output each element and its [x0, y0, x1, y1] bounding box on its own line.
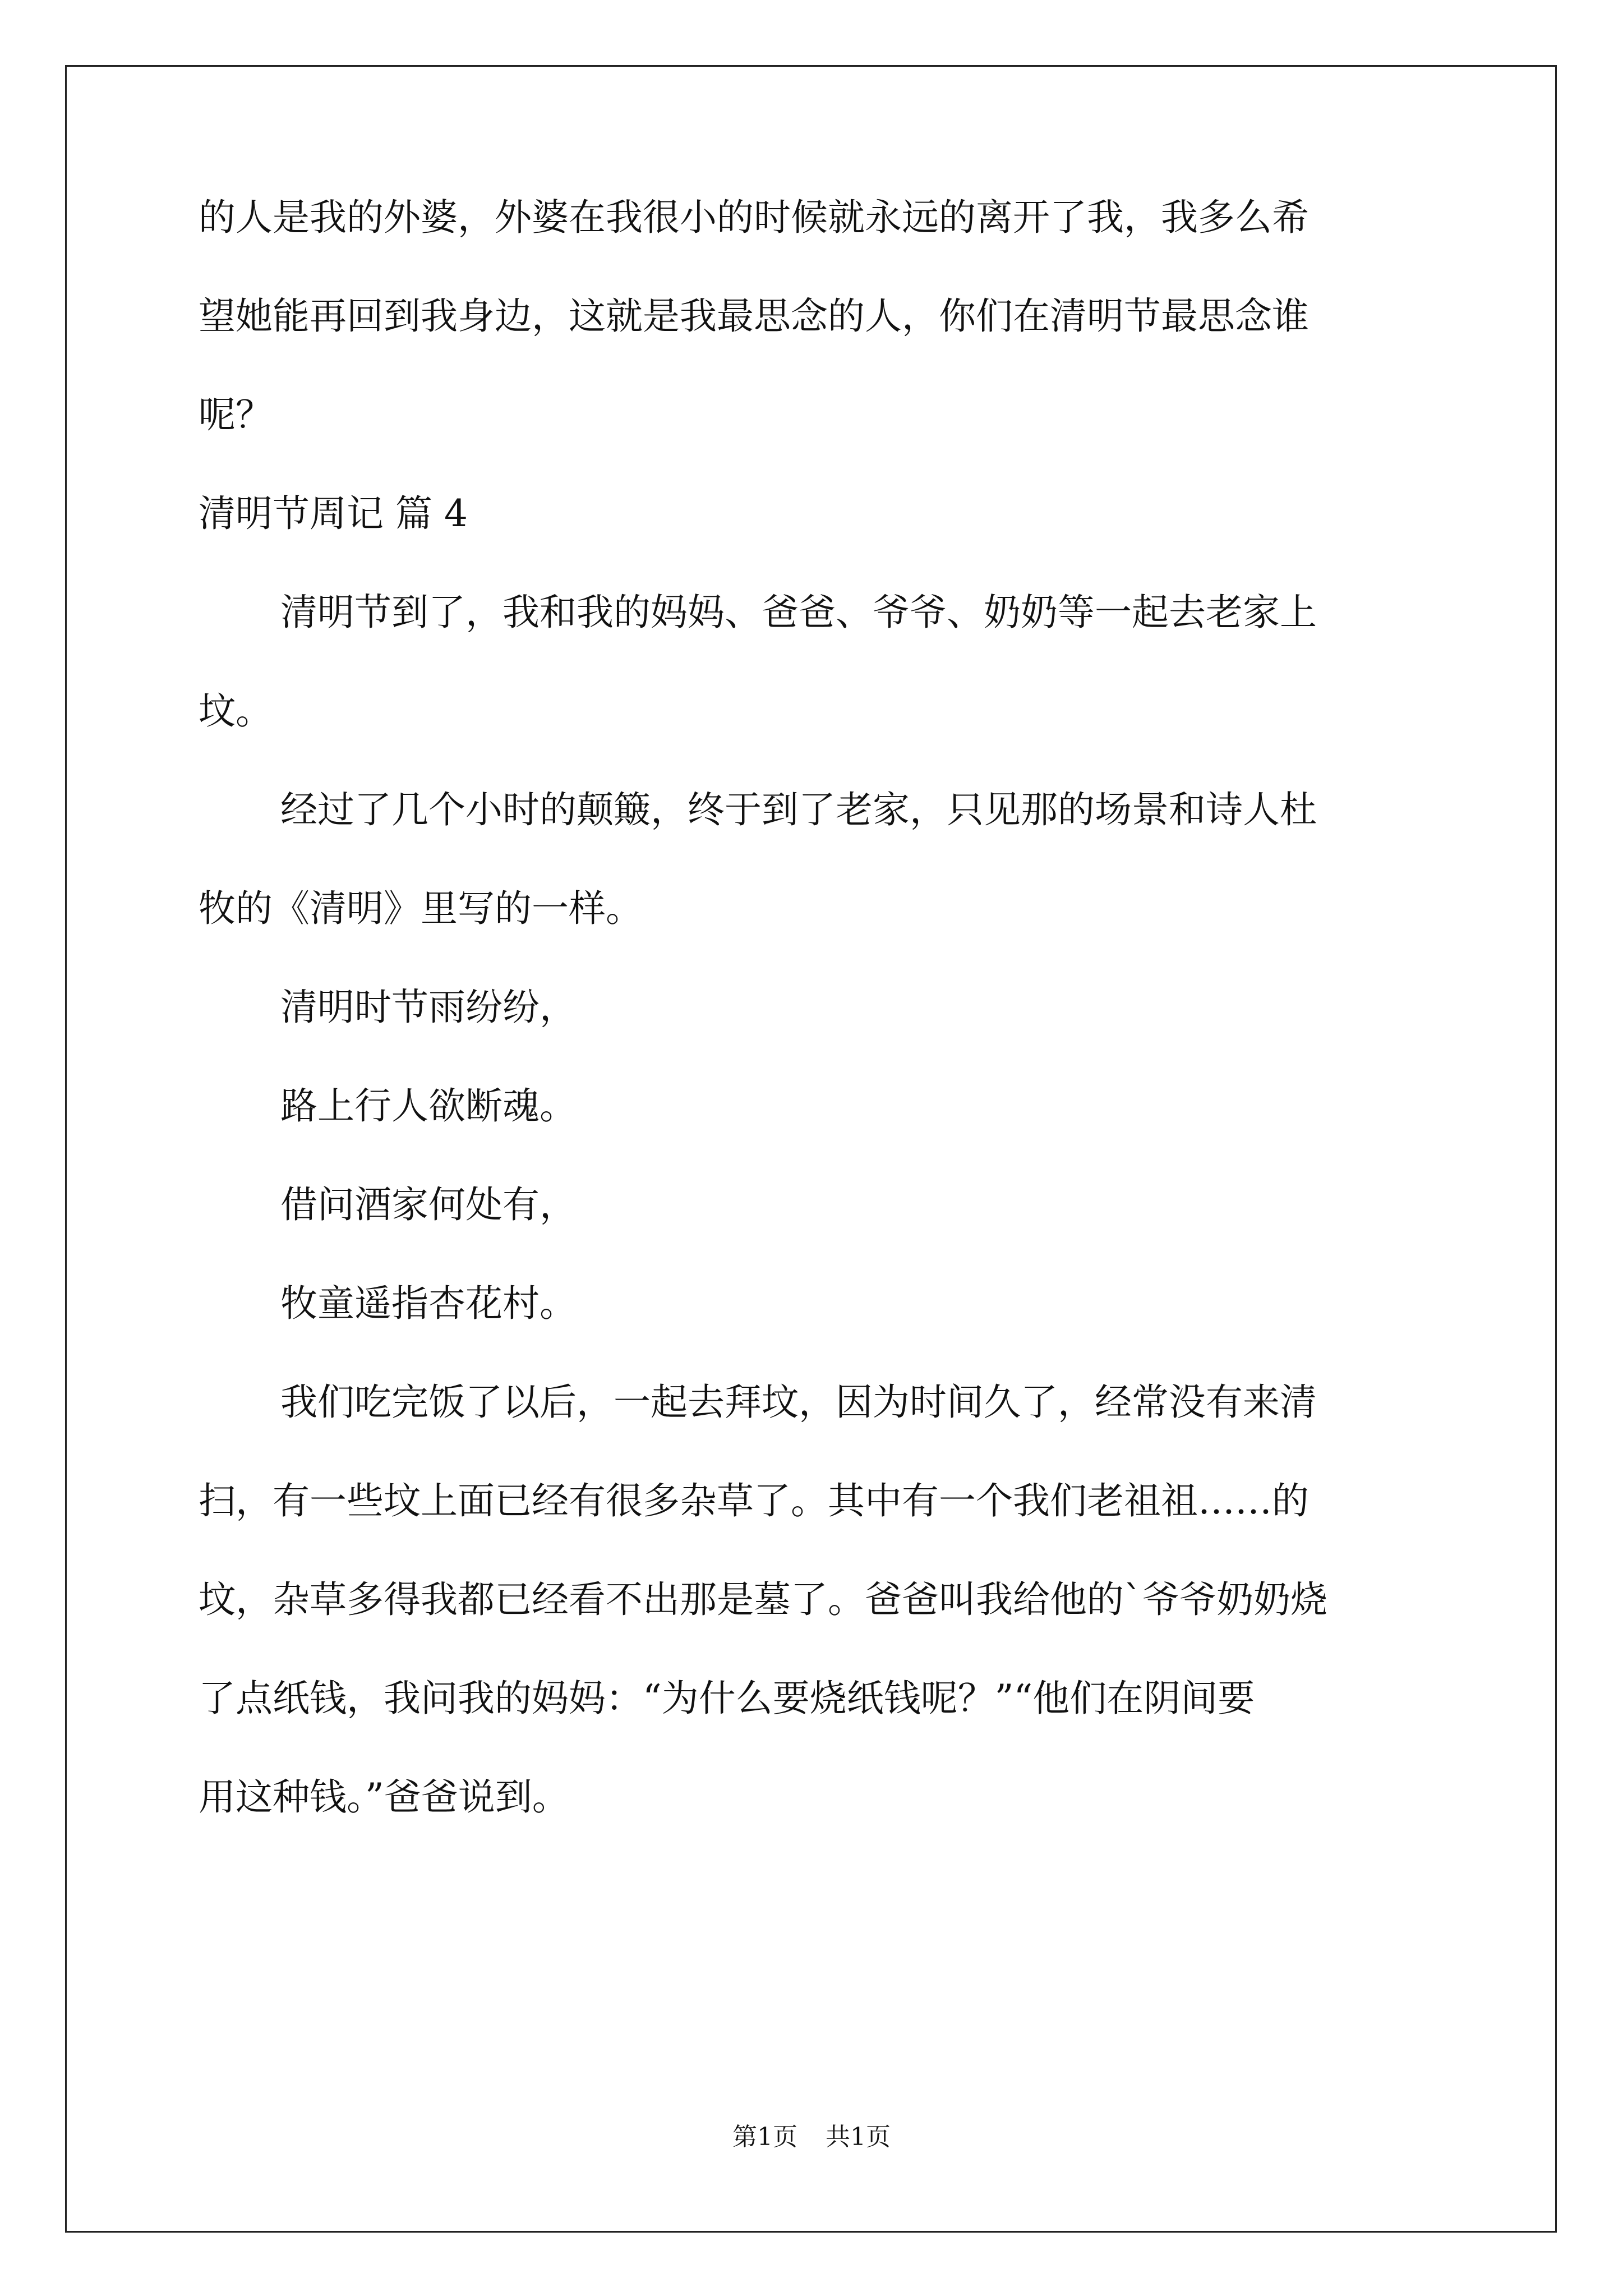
- text-line: 了点纸钱，我问我的妈妈：“为什么要烧纸钱呢？”“他们在阴间要: [199, 1677, 1255, 1720]
- page-number-total: 共1页: [826, 2123, 891, 2151]
- poem-line: 借问酒家何处有，: [280, 1183, 577, 1226]
- text-line: 望她能再回到我身边，这就是我最思念的人，你们在清明节最思念谁: [199, 295, 1309, 338]
- text-line: 坟。: [199, 689, 273, 733]
- poem-line: 路上行人欲断魂。: [280, 1084, 577, 1128]
- section-heading: 清明节周记 篇 4: [199, 492, 468, 535]
- text-line: 的人是我的外婆，外婆在我很小的时候就永远的离开了我，我多么希: [199, 196, 1309, 239]
- text-line: 用这种钱。”爸爸说到。: [199, 1775, 569, 1819]
- text-line: 坟，杂草多得我都已经看不出那是墓了。爸爸叫我给他的`爷爷奶奶烧: [199, 1578, 1327, 1621]
- text-line: 呢？: [199, 393, 273, 436]
- poem-line: 牧童遥指杏花村。: [280, 1282, 577, 1325]
- page-number-current: 第1页: [732, 2123, 797, 2151]
- text-line: 扫，有一些坟上面已经有很多杂草了。其中有一个我们老祖祖……的: [199, 1479, 1309, 1522]
- page-footer: [0, 2122, 1623, 2153]
- text-line: 清明节到了，我和我的妈妈、爸爸、爷爷、奶奶等一起去老家上: [280, 591, 1317, 634]
- text-line: 我们吃完饭了以后，一起去拜坟，因为时间久了，经常没有来清: [280, 1381, 1317, 1424]
- poem-line: 清明时节雨纷纷，: [280, 986, 577, 1029]
- text-line: 经过了几个小时的颠簸，终于到了老家，只见那的场景和诗人杜: [280, 788, 1317, 831]
- page-border: [65, 65, 1557, 2233]
- text-line: 牧的《清明》里写的一样。: [199, 887, 643, 930]
